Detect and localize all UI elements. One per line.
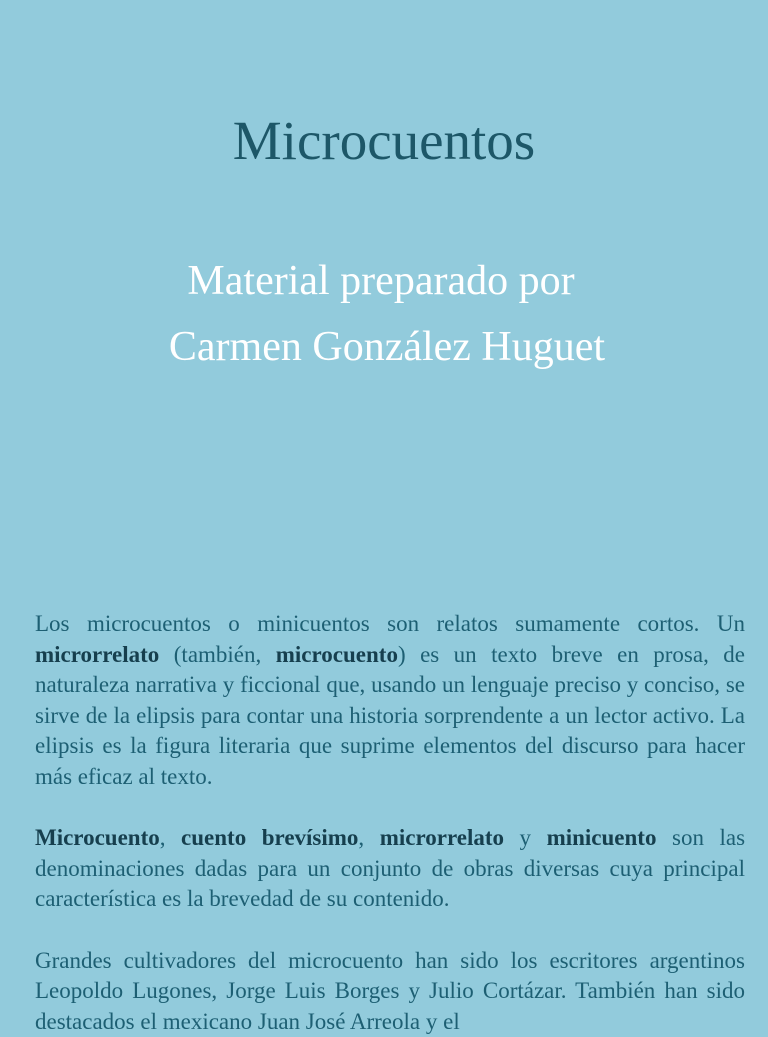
- subtitle-line-1: Material preparado por: [0, 256, 765, 306]
- text-run: ) es un texto breve en prosa, de naturaleza narrativa y ficcional que, usando un lenguaje preciso y conciso, se sirve de la elipsis para contar una historia sorprendente a un lector activo. La elipsis es la figura literaria que suprime elementos del discurso para hacer más eficaz al texto.: [35, 642, 745, 789]
- text-run: Los microcuentos o minicuentos son relatos sumamente cortos. Un: [35, 611, 745, 636]
- text-run: ,: [160, 825, 181, 850]
- term-microrrelato: microrrelato: [380, 825, 504, 850]
- page-title: Microcuentos: [0, 108, 768, 174]
- term-minicuento: minicuento: [547, 825, 657, 850]
- text-run: son las denominaciones dadas para un conjunto de obras diversas cuya principal característica es la brevedad de su contenido.: [35, 825, 745, 911]
- term-microrrelato: microrrelato: [35, 642, 159, 667]
- term-microcuento: microcuento: [276, 642, 398, 667]
- text-run: ,: [358, 825, 379, 850]
- paragraph-denominations: [35, 823, 745, 915]
- term-cuento-brevisimo: cuento brevísimo: [181, 825, 358, 850]
- text-run: Grandes cultivadores del microcuento han sido los escritores argentinos Leopoldo Lugones, Jorge Luis Borges y Julio Cortázar. También han sido destacados el mexicano Juan José Arreola y el: [35, 948, 745, 1034]
- author-name: Carmen González Huguet: [3, 322, 768, 372]
- paragraph-definition: [35, 609, 745, 792]
- term-microcuento: Microcuento: [35, 825, 160, 850]
- text-run: (también,: [159, 642, 275, 667]
- body-text: [35, 609, 745, 1037]
- paragraph-authors: [35, 946, 745, 1037]
- text-run: y: [504, 825, 547, 850]
